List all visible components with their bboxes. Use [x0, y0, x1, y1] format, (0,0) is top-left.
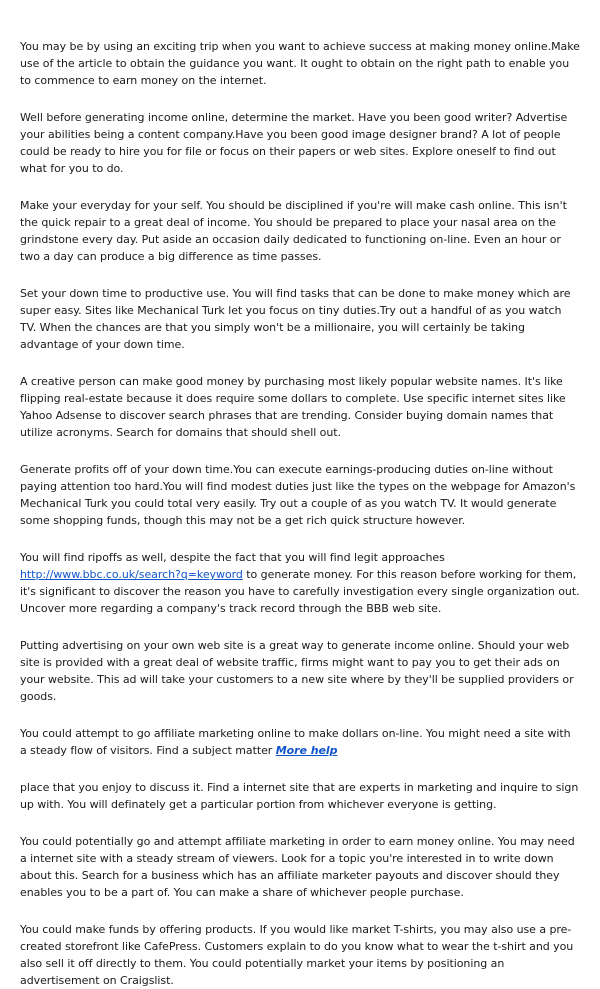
paragraph-advertising: Putting advertising on your own web site is a great way to generate income online. Should your web site is provided with a great deal of website traffic, firms might want to pay you to get their ads on your website. This ad will take your customers to a new site where by they'll be supplied providers or goods.: [20, 639, 574, 703]
affiliate-1-text: You could attempt to go affiliate marketing online to make dollars on-line. You might need a site with a steady flow of visitors. Find a subject matter: [20, 727, 571, 757]
paragraph-affiliate-1: [20, 725, 580, 759]
paragraph-affiliate-2: You could potentially go and attempt affiliate marketing in order to earn money online. You may need a internet site with a steady stream of viewers. Look for a topic you're interested in to write down about this. Search for a business which has an affiliate marketer payouts and discover should they enables you to be a part of. You can make a share of whichever people purchase.: [20, 835, 575, 899]
paragraph-down-time: Set your down time to productive use. You will find tasks that can be done to make money which are super easy. Sites like Mechanical Turk let you focus on tiny duties.Try out a handful of as you watch TV. When the chances are that you simply won't be a millionaire, you will certainly be taking advantage of your down time.: [20, 287, 571, 351]
paragraph-earnings-duties: Generate profits off of your down time.You can execute earnings-producing duties on-line without paying attention too hard.You will find modest duties just like the types on the webpage for Amazon's Mechanical Turk you could total very easily. Try out a couple of as you watch TV. It would generate some shopping funds, though this may not be a get rich quick structure however.: [20, 463, 576, 527]
paragraph-intro: You may be by using an exciting trip when you want to achieve success at making money online.Make use of the article to obtain the guidance you want. It ought to obtain on the right path to enable you to commence to earn money on the internet.: [20, 40, 580, 87]
more-help-link[interactable]: More help: [275, 744, 338, 757]
paragraph-market: Well before generating income online, determine the market. Have you been good writer? Advertise your abilities being a content company.Have you been good image designer brand? A lot of people could be ready to hire you for file or focus on their papers or web sites. Explore oneself to find out what for you to do.: [20, 111, 568, 175]
paragraph-domain-names: A creative person can make good money by purchasing most likely popular website names. It's like flipping real-estate because it does require some dollars to complete. Use specific internet sites like Yahoo Adsense to discover search phrases that are trending. Consider buying domain names that utilize acronyms. Search for domains that should shell out.: [20, 375, 566, 439]
paragraph-continuation: place that you enjoy to discuss it. Find a internet site that are experts in marketing and inquire to sign up with. You will definately get a particular portion from whichever everyone is getting.: [20, 781, 579, 811]
bbc-search-link[interactable]: http://www.bbc.co.uk/search?q=keyword: [20, 568, 243, 581]
paragraph-products: You could make funds by offering products. If you would like market T-shirts, you may also use a pre-created storefront like CafePress. Customers explain to do you know what to wear the t-shirt and you also sell it off directly to them. You could potentially market your items by positioning an advertisement on Craigslist.: [20, 923, 574, 987]
paragraph-ripoffs: [20, 549, 580, 617]
paragraph-discipline: Make your everyday for your self. You should be disciplined if you're will make cash online. This isn't the quick repair to a great deal of income. You should be prepared to place your nasal area on the grindstone every day. Put aside an occasion daily dedicated to functioning on-line. Even an hour or two a day can produce a big difference as time passes.: [20, 199, 567, 263]
ripoffs-text-before: You will find ripoffs as well, despite the fact that you will find legit approaches: [20, 551, 445, 564]
ripoffs-text-after: to generate money. For this reason before working for them, it's significant to discover the reason you have to carefully investigation every single organization out. Uncover more regarding a company's track record through the BBB web site.: [20, 568, 580, 615]
